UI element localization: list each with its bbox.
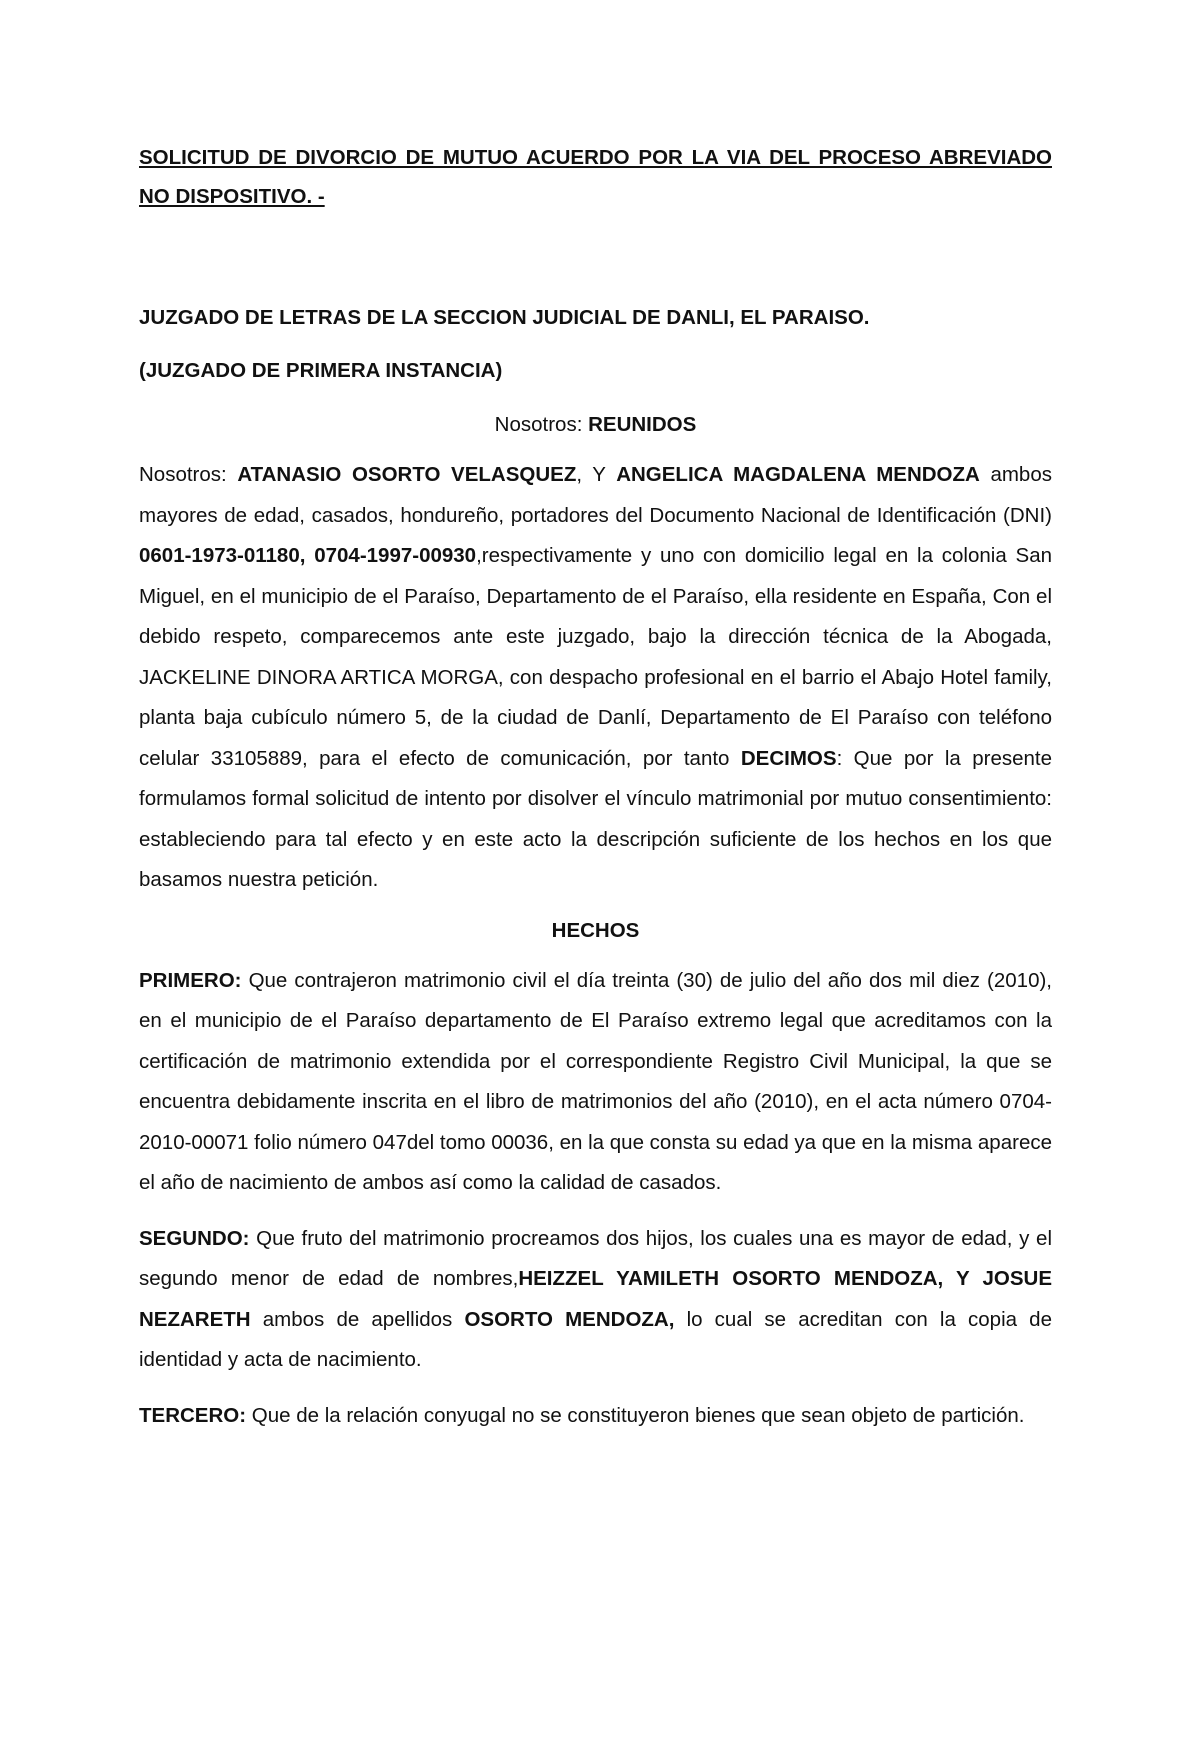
intro-text-4: ,respectivamente y uno con domicilio legal en la colonia San Miguel, en el municipio de el Paraíso, Departamento de el Paraíso, ella residente en España, Con el debido respeto, comparecemos ante este juzgado, bajo la dirección técnica de la Abogada, JACKELINE DINORA ARTICA MORGA, con despacho profesional en el barrio el Abajo Hotel family, planta baja cubículo número 5, de la ciudad de Danlí, Departamento de El Paraíso con teléfono celular 33105889, para el efecto de comunicación, por tanto [139, 544, 1053, 770]
reunidos-line [139, 410, 1052, 440]
segundo-text-3: lo cual se acreditan con la copia de identidad y acta de nacimiento. [139, 1307, 1052, 1371]
segundo-text-1: Que fruto del matrimonio procreamos dos hijos, los cuales una es mayor de edad, y el segundo menor de edad de nombres, [139, 1226, 1052, 1290]
tercero-label: TERCERO: [139, 1403, 247, 1427]
hechos-heading: HECHOS [551, 918, 640, 942]
intro-text-2: , Y [576, 463, 617, 486]
document-body [139, 138, 1052, 1436]
tercero-text: Que de la relación conyugal no se constituyeron bienes que sean objeto de partición. [246, 1403, 1025, 1427]
reunidos-lead: Nosotros: [494, 413, 589, 436]
children-names: HEIZZEL YAMILETH OSORTO MENDOZA, Y JOSUE NEZARETH [139, 1267, 1053, 1331]
court-heading: JUZGADO DE LETRAS DE LA SECCION JUDICIAL DE DANLI, EL PARAISO. [139, 306, 870, 329]
petitioner-name-2: ANGELICA MAGDALENA MENDOZA [616, 463, 980, 486]
segundo-text-2: ambos de apellidos [250, 1307, 465, 1331]
segundo-paragraph [139, 1219, 1052, 1381]
dni-numbers: 0601-1973-01180, 0704-1997-00930 [139, 544, 477, 567]
intro-text-5: : Que por la presente formulamos formal solicitud de intento por disolver el vínculo matrimonial por mutuo consentimiento: estableciendo para tal efecto y en este acto la descripción suficiente de los hechos en los que basamos nuestra petición. [139, 746, 1053, 891]
intro-paragraph [139, 455, 1052, 901]
segundo-label: SEGUNDO: [139, 1226, 250, 1250]
reunidos-bold: REUNIDOS [588, 413, 697, 436]
decimos-keyword: DECIMOS [740, 746, 837, 770]
tercero-paragraph [139, 1396, 1052, 1437]
document-title: SOLICITUD DE DIVORCIO DE MUTUO ACUERDO POR LA VIA DEL PROCESO ABREVIADO NO DISPOSITIVO. - [139, 146, 1052, 208]
primero-label: PRIMERO: [139, 968, 242, 992]
instance-heading: (JUZGADO DE PRIMERA INSTANCIA) [139, 359, 503, 382]
intro-text-1: Nosotros: [139, 463, 238, 486]
petitioner-name-1: ATANASIO OSORTO VELASQUEZ [237, 463, 577, 486]
primero-paragraph [139, 961, 1052, 1204]
intro-text-3: ambos mayores de edad, casados, hondureño, portadores del Documento Nacional de Identificación (DNI) [139, 463, 1052, 527]
primero-text: Que contrajeron matrimonio civil el día treinta (30) de julio del año dos mil diez (2010), en el municipio de el Paraíso departamento de El Paraíso extremo legal que acreditamos con la certificación de matrimonio extendida por el correspondiente Registro Civil Municipal, la que se encuentra debidamente inscrita en el libro de matrimonios del año (2010), en el acta número 0704-2010-00071 folio número 047del tomo 00036, en la que consta su edad ya que en la misma aparece el año de nacimiento de ambos así como la calidad de casados. [139, 968, 1052, 1194]
children-surnames: OSORTO MENDOZA, [464, 1307, 675, 1331]
